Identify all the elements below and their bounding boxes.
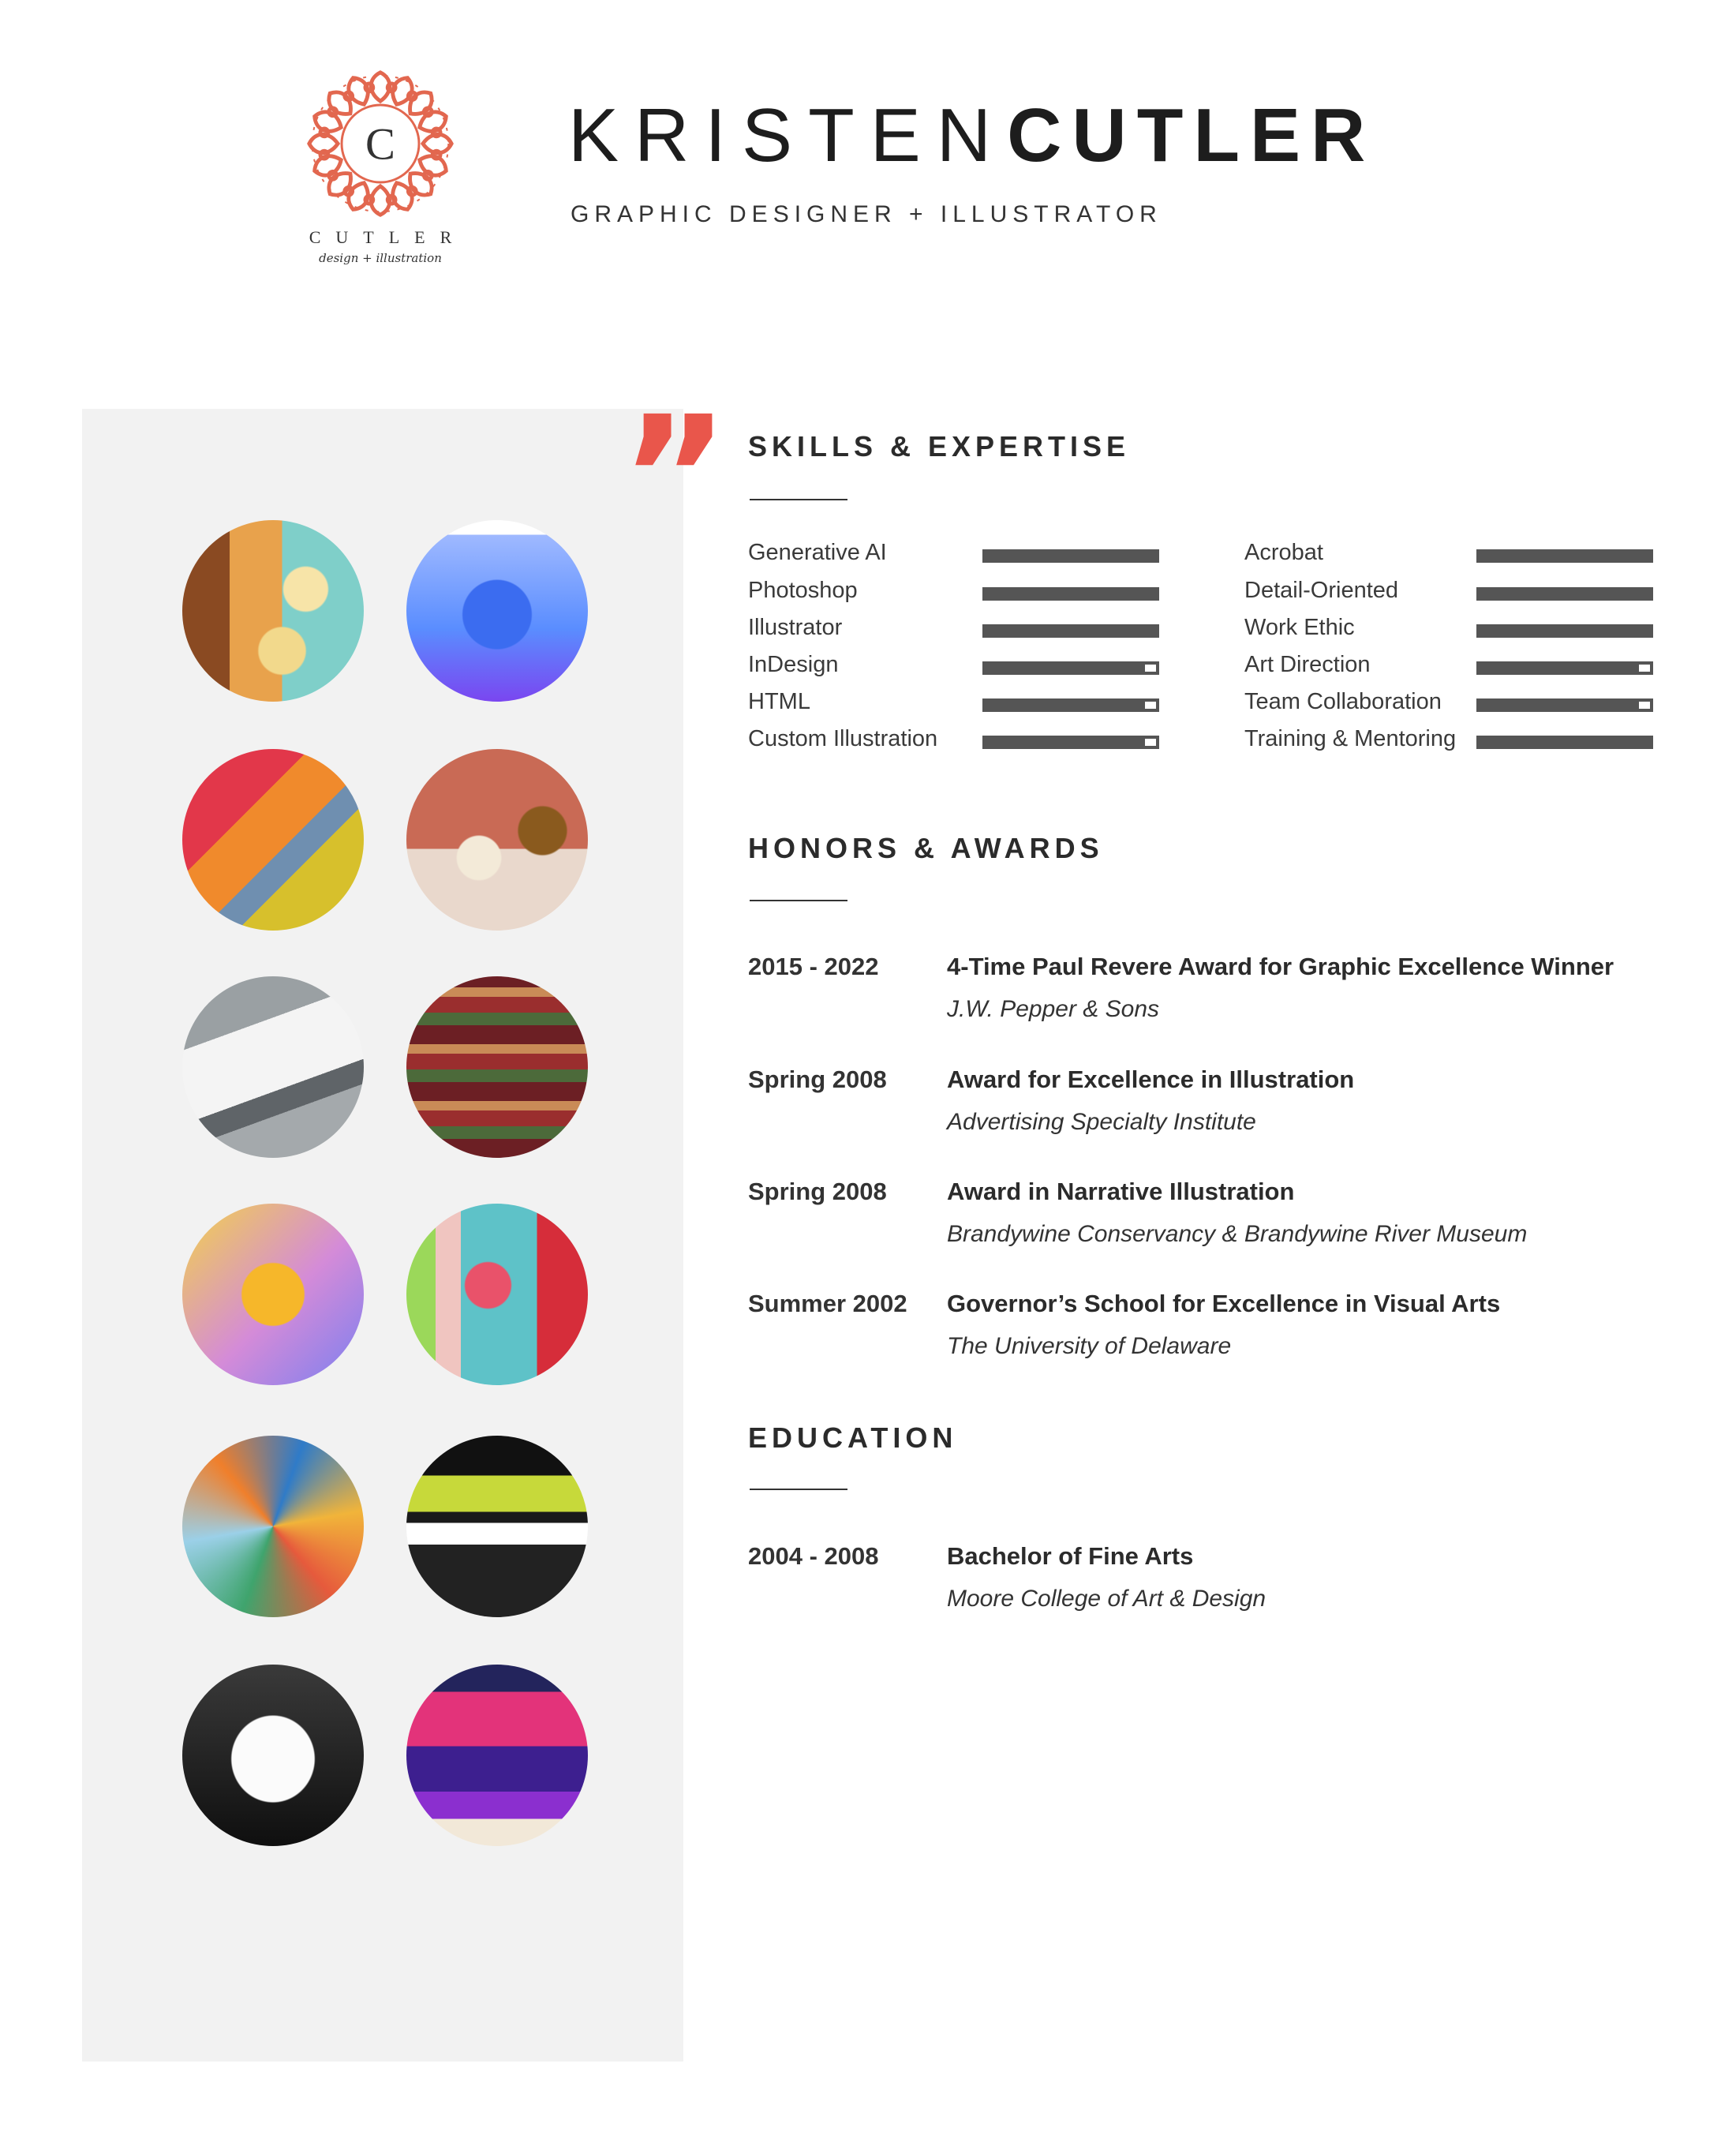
skill-level-gap [1639, 702, 1650, 709]
skill-level-bar [1476, 736, 1653, 749]
skill-level-gap [1145, 665, 1156, 672]
portfolio-thumb-accessories-pro-audio[interactable] [406, 1436, 588, 1617]
awards-title: HONORS & AWARDS [748, 832, 1104, 864]
logo-wordmark: CUTLER [309, 227, 467, 247]
awards-entry-org: J.W. Pepper & Sons [947, 996, 1160, 1022]
skill-level-bar [982, 624, 1159, 638]
portfolio-thumb-fresh-start-brochure[interactable] [182, 749, 364, 931]
skill-label: Acrobat [1244, 540, 1323, 565]
section-divider [750, 1489, 847, 1490]
skills-title: SKILLS & EXPERTISE [748, 430, 1131, 463]
logo-letter: C [365, 119, 395, 170]
portfolio-thumb-dessert-liqueur-bottle[interactable] [406, 749, 588, 931]
skill-level-bar [1476, 661, 1653, 675]
ornament-wreath-icon [303, 66, 458, 221]
skill-label: Work Ethic [1244, 615, 1355, 640]
portfolio-thumb-magazine-spread[interactable] [182, 976, 364, 1158]
portfolio-thumb-patriotic-typography[interactable] [406, 976, 588, 1158]
skill-level-gap [1145, 702, 1156, 709]
skill-level-bar [1476, 624, 1653, 638]
awards-entry-org: Brandywine Conservancy & Brandywine River Museum [947, 1221, 1528, 1247]
skill-level-gap [1639, 665, 1650, 672]
awards-year: Spring 2008 [748, 1178, 887, 1205]
awards-entry-title: Governor’s School for Excellence in Visual Arts [947, 1290, 1501, 1317]
skill-level-bar [982, 698, 1159, 712]
skill-label: Training & Mentoring [1244, 726, 1457, 751]
portfolio-panel [82, 409, 683, 2062]
skill-level-bar [1476, 549, 1653, 563]
awards-entry-title: 4-Time Paul Revere Award for Graphic Excellence Winner [947, 953, 1614, 980]
awards-year: 2015 - 2022 [748, 953, 879, 980]
education-year: 2004 - 2008 [748, 1542, 879, 1570]
skill-label: Custom Illustration [748, 726, 938, 751]
skill-label: Photoshop [748, 578, 858, 603]
education-entry-title: Bachelor of Fine Arts [947, 1542, 1194, 1570]
portfolio-thumb-cyber-monday-flyer[interactable] [406, 1665, 588, 1846]
logo [294, 66, 467, 265]
education-title: EDUCATION [748, 1421, 958, 1454]
last-name: CUTLER [1007, 93, 1376, 178]
skill-label: Generative AI [748, 540, 887, 565]
portfolio-thumb-butterfly-pea-tea-post[interactable] [406, 520, 588, 702]
page-subtitle: GRAPHIC DESIGNER + ILLUSTRATOR [571, 201, 1162, 227]
section-divider [750, 499, 847, 500]
portfolio-thumb-stained-glass-illustration[interactable] [182, 1436, 364, 1617]
logo-tagline: design + illustration [319, 251, 442, 265]
portfolio-thumb-cuttime-laptop[interactable] [182, 1665, 364, 1846]
skill-label: Team Collaboration [1244, 689, 1442, 714]
skill-level-gap [1145, 739, 1156, 746]
quote-mark-icon: ” [620, 380, 730, 574]
portfolio-thumb-island-oasis-strawberry[interactable] [406, 1204, 588, 1385]
skill-label: HTML [748, 689, 810, 714]
first-name: KRISTEN [568, 93, 1008, 178]
skill-label: InDesign [748, 652, 839, 677]
section-divider [750, 900, 847, 901]
portfolio-thumb-summer-savings-post[interactable] [182, 1204, 364, 1385]
education-entry-org: Moore College of Art & Design [947, 1586, 1266, 1612]
skill-label: Illustrator [748, 615, 843, 640]
skill-label: Art Direction [1244, 652, 1371, 677]
awards-entry-title: Award for Excellence in Illustration [947, 1066, 1355, 1093]
skill-level-bar [982, 736, 1159, 749]
skill-level-bar [1476, 698, 1653, 712]
awards-entry-title: Award in Narrative Illustration [947, 1178, 1295, 1205]
awards-year: Spring 2008 [748, 1066, 887, 1093]
awards-year: Summer 2002 [748, 1290, 907, 1317]
skill-level-bar [1476, 587, 1653, 601]
skill-label: Detail-Oriented [1244, 578, 1399, 603]
awards-entry-org: The University of Delaware [947, 1333, 1232, 1359]
skill-level-bar [982, 661, 1159, 675]
page-title [568, 93, 1376, 178]
awards-entry-org: Advertising Specialty Institute [947, 1109, 1256, 1135]
skill-level-bar [982, 587, 1159, 601]
portfolio-thumb-island-oasis-drinks[interactable] [182, 520, 364, 702]
skill-level-bar [982, 549, 1159, 563]
